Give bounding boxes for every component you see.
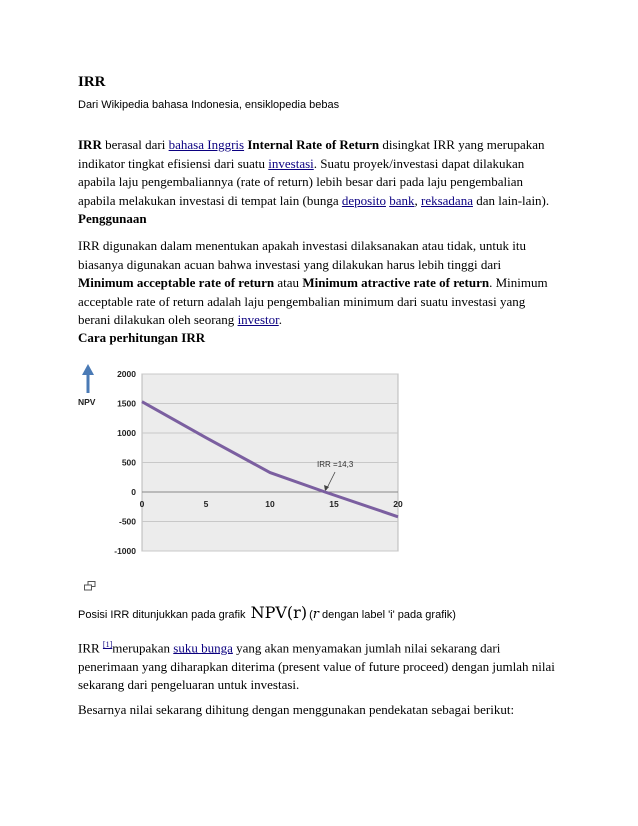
npv-chart [74,361,407,559]
link-reksadana[interactable]: reksadana [421,192,473,208]
y-tick-label: -500 [118,516,136,527]
y-tick-label: 1500 [117,398,136,409]
x-tick-label: 20 [393,499,403,509]
irr-annotation: IRR =14,3 [317,460,354,469]
y-axis-arrow-head [82,364,94,375]
bold-min-attractive: Minimum atractive rate of return [302,275,490,290]
npv-formula: NPV(r) [250,603,308,622]
x-tick-label: 5 [203,499,209,509]
present-value-paragraph: Besarnya nilai sekarang dihitung dengan menggunakan pendekatan sebagai berikut: [78,702,515,717]
bold-min-acceptable: Minimum acceptable rate of return [78,275,275,290]
y-tick-label: 0 [131,487,136,497]
usage-paragraph: IRR digunakan dalam menentukan apakah investasi dilaksanakan atau tidak, untuk itu biasanya digunakan acuan bahwa investasi yang dilakukan harus lebih tinggi dari Minimum acceptable rate of return atau Minimum atractive rate of return. Minimum acceptable rate of return adalah laju pengembalian minimum dari suatu investasi yang berani dilakukan oleh seorang investor. [78,238,548,327]
link-suku-bunga[interactable]: suku bunga [173,640,233,656]
intro-full-name: Internal Rate of Return [247,137,380,152]
reference-1[interactable]: [1] [102,640,113,649]
x-tick-label: 0 [139,499,145,509]
y-tick-label: 2000 [117,369,136,379]
link-investasi[interactable]: investasi [268,155,314,171]
y-tick-label: 1000 [117,428,136,438]
y-tick-label: -1000 [114,546,136,556]
y-axis-label: NPV [78,397,96,407]
expand-image-icon[interactable] [84,581,96,591]
irr-definition-paragraph: IRR [1]merupakan suku bunga yang akan menyamakan jumlah nilai sekarang dari penerimaan yang diharapkan diterima (present value of future proceed) dengan jumlah nilai sekarang dari pengeluaran untuk investasi. [78,640,555,693]
image-caption: Posisi IRR ditunjukkan pada grafik NPV(r) (r dengan label 'i' pada grafik) [78,603,456,622]
page-title: IRR [78,74,106,90]
heading-penggunaan: Penggunaan [78,211,147,226]
x-tick-label: 15 [329,499,339,509]
link-investor[interactable]: investor [237,312,279,327]
link-bahasa-inggris[interactable]: bahasa Inggris [168,137,245,152]
link-deposito[interactable]: deposito [341,192,386,208]
page-subtitle: Dari Wikipedia bahasa Indonesia, ensiklopedia bebas [78,99,340,111]
intro-term: IRR [78,137,102,152]
x-tick-label: 10 [265,499,275,509]
intro-paragraph: IRR berasal dari bahasa Inggris Internal Rate of Return disingkat IRR yang merupakan indikator tingkat efisiensi dari suatu investasi. Suatu proyek/investasi dapat dilakukan apabila laju pengembaliannya (rate of return) lebih besar dari pada laju pengembalian apabila melakukan investasi di tempat lain (bunga deposito bank, reksadana dan lain-lain). [78,137,550,208]
y-tick-label: 500 [121,457,136,468]
link-bank[interactable]: bank [389,192,415,208]
heading-cara-perhitungan: Cara perhitungan IRR [78,330,206,345]
